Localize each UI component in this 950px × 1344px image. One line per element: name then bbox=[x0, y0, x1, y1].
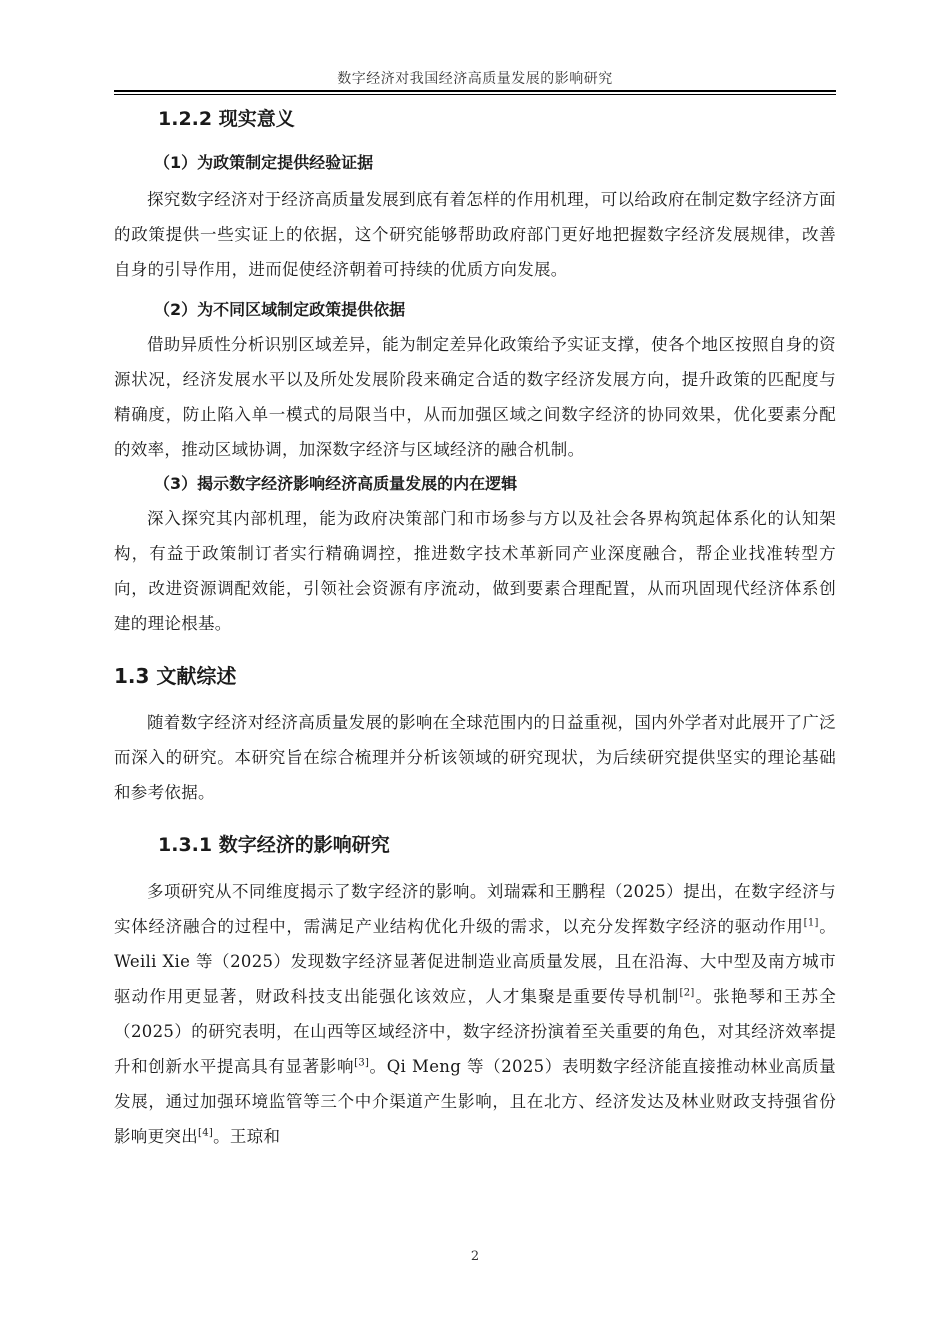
citation-ref: [3] bbox=[354, 1057, 370, 1069]
citation-ref: [2] bbox=[679, 987, 695, 999]
page-number: 2 bbox=[470, 1249, 480, 1264]
citation-ref: [4] bbox=[198, 1127, 214, 1139]
text-segment: 。王琼和 bbox=[213, 1127, 281, 1146]
header-rule-thin bbox=[114, 94, 836, 95]
running-header: 数字经济对我国经济高质量发展的影响研究 bbox=[337, 71, 613, 87]
header-rule bbox=[114, 90, 836, 92]
section-heading-1-3-1: 1.3.1 数字经济的影响研究 bbox=[158, 834, 390, 856]
paragraph-item-3: 深入探究其内部机理，能为政府决策部门和市场参与方以及社会各界构筑起体系化的认知架构，有益于政策制订者实行精确调控，推进数字技术革新同产业深度融合，帮企业找准转型方向，改进资源调配效能，引领社会资源有序流动，做到要素合理配置，从而巩固现代经济体系创建的理论根基。 bbox=[114, 509, 836, 633]
text-segment: 多项研究从不同维度揭示了数字经济的影响。刘瑞霖和王鹏程（2025）提出，在数字经济与实体经济融合的过程中，需满足产业结构优化升级的需求，以充分发挥数字经济的驱动作用 bbox=[114, 882, 836, 936]
paragraph-literature-intro: 随着数字经济对经济高质量发展的影响在全球范围内的日益重视，国内外学者对此展开了广泛而深入的研究。本研究旨在综合梳理并分析该领域的研究现状，为后续研究提供坚实的理论基础和参考依据。 bbox=[114, 713, 836, 802]
section-heading-1-2-2: 1.2.2 现实意义 bbox=[158, 108, 295, 130]
text-segment: 。张艳琴和王苏全（2025）的研究表明，在山西等区域经济中，数字经济扮演着至关重要的角色，对其经济效率提升和创新水平提高具有显著影响 bbox=[114, 987, 836, 1076]
citation-ref: [1] bbox=[803, 917, 819, 929]
paragraph-item-1: 探究数字经济对于经济高质量发展到底有着怎样的作用机理，可以给政府在制定数字经济方面的政策提供一些实证上的依据，这个研究能够帮助政府部门更好地把握数字经济发展规律，改善自身的引导作用，进而促使经济朝着可持续的优质方向发展。 bbox=[114, 190, 836, 279]
paragraph-impact-studies bbox=[114, 874, 836, 1154]
section-heading-1-3: 1.3 文献综述 bbox=[114, 664, 237, 688]
subheading-item-3: （3）揭示数字经济影响经济高质量发展的内在逻辑 bbox=[154, 474, 518, 493]
text-segment: 。Weili Xie 等（2025）发现数字经济显著促进制造业高质量发展，且在沿海、大中型及南方城市驱动作用更显著，财政科技支出能强化该效应，人才集聚是重要传导机制 bbox=[114, 917, 836, 1006]
paragraph-item-2: 借助异质性分析识别区域差异，能为制定差异化政策给予实证支撑，使各个地区按照自身的资源状况，经济发展水平以及所处发展阶段来确定合适的数字经济发展方向，提升政策的匹配度与精确度，防止陷入单一模式的局限当中，从而加强区域之间数字经济的协同效果，优化要素分配的效率，推动区域协调，加深数字经济与区域经济的融合机制。 bbox=[114, 335, 836, 459]
text-segment: 。Qi Meng 等（2025）表明数字经济能直接推动林业高质量发展，通过加强环境监管等三个中介渠道产生影响，且在北方、经济发达及林业财政支持强省份影响更突出 bbox=[114, 1057, 837, 1146]
subheading-item-2: （2）为不同区域制定政策提供依据 bbox=[154, 300, 406, 319]
page-body bbox=[114, 104, 836, 1154]
subheading-item-1: （1）为政策制定提供经验证据 bbox=[154, 153, 374, 172]
